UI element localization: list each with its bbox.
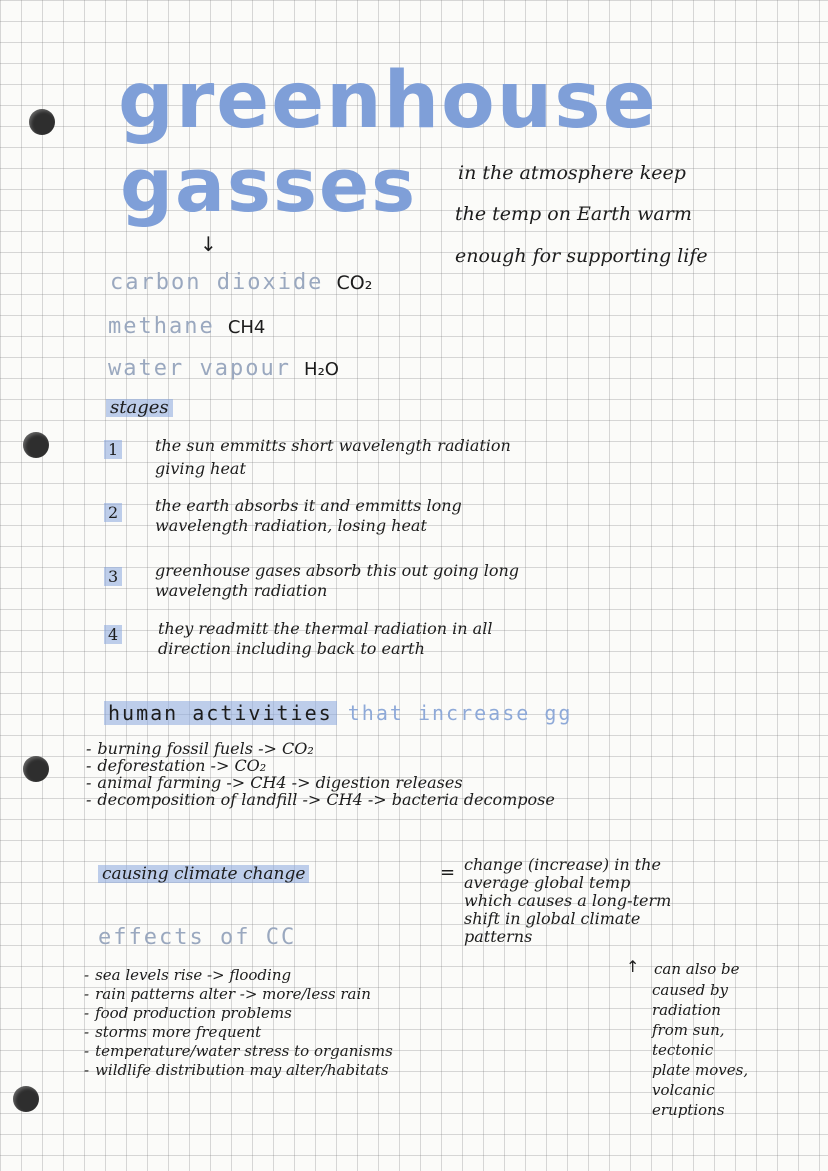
effects-item: - sea levels rise -> flooding (84, 966, 292, 984)
human-item: - deforestation -> CO₂ (86, 756, 267, 775)
binder-hole (23, 432, 49, 458)
climate-definition-line: average global temp (464, 873, 631, 892)
binder-hole (29, 109, 55, 135)
note-line: tectonic (652, 1041, 714, 1059)
intro-line-1: in the atmosphere keep (458, 162, 686, 184)
title-line-2: gasses (120, 143, 418, 229)
human-item: - animal farming -> CH4 -> digestion releases (86, 773, 463, 792)
stage-line: they readmitt the thermal radiation in all (158, 619, 493, 638)
gas-co2 (110, 270, 372, 295)
gas-ch4 (108, 314, 265, 339)
stages-heading: stages (106, 399, 173, 417)
effects-heading: effects of CC (98, 925, 297, 950)
climate-equals: = (440, 862, 456, 883)
gas-formula: H₂O (304, 359, 339, 380)
intro-line-3: enough for supporting life (455, 245, 708, 267)
note-line: volcanic (652, 1081, 715, 1099)
effects-item: - temperature/water stress to organisms (84, 1042, 393, 1060)
down-arrow: ↓ (200, 232, 217, 256)
climate-definition-line: patterns (464, 927, 533, 946)
gas-name: carbon dioxide (110, 270, 324, 295)
note-line: from sun, (652, 1021, 725, 1039)
human-heading-row (104, 701, 572, 725)
stage-line: wavelength radiation, losing heat (155, 516, 427, 535)
stage-number: 1 (104, 440, 122, 459)
human-heading: human activities (104, 701, 337, 725)
note-line: radiation (652, 1001, 721, 1019)
human-item: - decomposition of landfill -> CH4 -> bacteria decompose (86, 790, 555, 809)
note-line: plate moves, (652, 1061, 749, 1079)
stage-line: wavelength radiation (155, 581, 328, 600)
human-heading-suffix: that increase gg (347, 701, 573, 725)
gas-name: water vapour (108, 356, 291, 381)
effects-item: - storms more frequent (84, 1023, 262, 1041)
note-arrow: ↑ (626, 957, 640, 976)
climate-definition-line: change (increase) in the (464, 855, 661, 874)
stage-line: direction including back to earth (158, 639, 425, 658)
effects-item: - food production problems (84, 1004, 292, 1022)
gas-formula: CO₂ (336, 272, 373, 294)
gas-h2o (108, 356, 339, 381)
stage-line: the earth absorbs it and emmitts long (155, 496, 462, 515)
note-line: caused by (652, 981, 729, 999)
note-line: eruptions (652, 1101, 725, 1119)
effects-item: - rain patterns alter -> more/less rain (84, 985, 371, 1003)
stage-number: 2 (104, 503, 122, 522)
climate-heading: causing climate change (98, 865, 309, 883)
binder-hole (13, 1086, 39, 1112)
climate-definition-line: shift in global climate (464, 909, 641, 928)
gas-formula: CH4 (227, 317, 266, 338)
stage-line: greenhouse gases absorb this out going long (155, 561, 520, 580)
human-item: - burning fossil fuels -> CO₂ (86, 739, 314, 758)
gas-name: methane (108, 314, 215, 339)
stage-line: the sun emmitts short wavelength radiation (155, 436, 511, 455)
effects-item: - wildlife distribution may alter/habitats (84, 1061, 389, 1079)
title-line-1: greenhouse (118, 56, 658, 146)
intro-line-2: the temp on Earth warm (455, 203, 692, 225)
binder-hole (23, 756, 49, 782)
stage-line: giving heat (155, 459, 246, 478)
stage-number: 3 (104, 567, 122, 586)
stage-number: 4 (104, 625, 122, 644)
climate-definition-line: which causes a long-term (464, 891, 672, 910)
note-line: can also be (654, 960, 740, 978)
